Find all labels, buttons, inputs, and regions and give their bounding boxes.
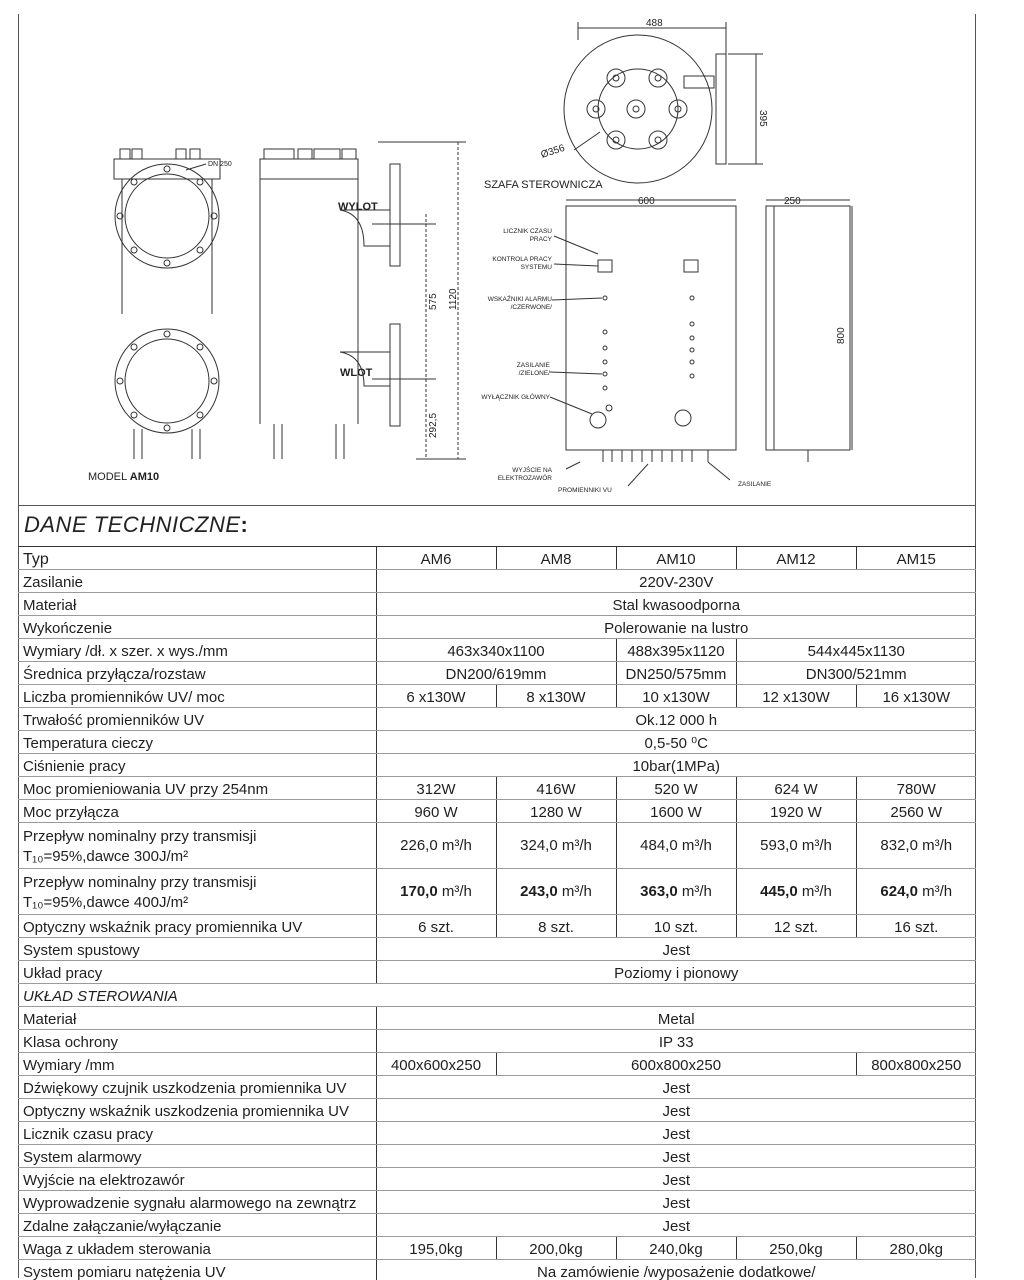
outlet-label: WYLOT <box>338 201 378 213</box>
callout-zasilanie: ZASILANIE <box>738 481 772 488</box>
row-value: IP 33 <box>376 1030 976 1053</box>
flow-value: 832,0 <box>880 837 918 854</box>
row-value: Jest <box>376 1145 976 1168</box>
row-wyjscie <box>18 1168 976 1191</box>
header-am15: AM15 <box>856 547 976 570</box>
dim-800: 800 <box>836 327 847 344</box>
row-value: Polerowanie na lustro <box>376 616 976 639</box>
flow-value: 484,0 <box>640 837 678 854</box>
row-value: Poziomy i pionowy <box>376 961 976 984</box>
row-value: 12 szt. <box>736 915 856 938</box>
front-flange-bolts <box>117 166 217 431</box>
cabinet-cable-glands <box>603 450 708 462</box>
row-value: 12 x130W <box>736 685 856 708</box>
row-value: 0,5-50 ⁰C <box>376 731 976 754</box>
row-label: Waga z układem sterowania <box>18 1237 376 1260</box>
row-trwalosc <box>18 708 976 731</box>
top-flange-plate <box>716 54 726 164</box>
row-klasa-ochrony <box>18 1030 976 1053</box>
row-moc-promieniowania <box>18 777 976 800</box>
row-uklad-pracy <box>18 961 976 984</box>
top-lamp-holes <box>587 69 687 149</box>
row-liczba <box>18 685 976 708</box>
front-outlet-flange <box>115 164 219 268</box>
header-am6: AM6 <box>376 547 496 570</box>
model-label <box>88 471 159 483</box>
flow-unit: m³/h <box>681 837 712 854</box>
row-wyprowadzenie <box>18 1191 976 1214</box>
row-wymiary-sterowania <box>18 1053 976 1076</box>
row-temperatura <box>18 731 976 754</box>
row-value: Jest <box>376 1122 976 1145</box>
row-value: 2560 W <box>856 800 976 823</box>
row-value: 240,0kg <box>616 1237 736 1260</box>
row-licznik <box>18 1122 976 1145</box>
row-value: 1280 W <box>496 800 616 823</box>
cabinet-counter <box>598 260 612 272</box>
row-value: 200,0kg <box>496 1237 616 1260</box>
row-cisnienie <box>18 754 976 777</box>
row-label: System alarmowy <box>18 1145 376 1168</box>
row-optyczny-uszkodzenia <box>18 1099 976 1122</box>
top-flange-outline <box>564 35 712 183</box>
row-value: 250,0kg <box>736 1237 856 1260</box>
row-value <box>496 869 616 915</box>
section-title <box>24 512 248 538</box>
callout-promienniki: PROMIENNIKI VU <box>558 487 612 494</box>
row-label: Wymiary /dł. x szer. x wys./mm <box>18 639 376 662</box>
cabinet-indicators <box>603 296 694 390</box>
callout-wylacznik: WYŁĄCZNIK GŁÓWNY <box>481 394 550 401</box>
row-value: Metal <box>376 1007 976 1030</box>
row-value-empty <box>376 984 976 1007</box>
label-line1: Przepływ nominalny przy transmisji <box>23 874 257 891</box>
row-value: 624 W <box>736 777 856 800</box>
row-label: Zasilanie <box>18 570 376 593</box>
row-value <box>616 869 736 915</box>
row-value: 1600 W <box>616 800 736 823</box>
header-am8: AM8 <box>496 547 616 570</box>
callout-alarm-2: /CZERWONE/ <box>510 304 552 311</box>
row-value: 312W <box>376 777 496 800</box>
row-value: DN250/575mm <box>616 662 736 685</box>
row-value: Jest <box>376 1214 976 1237</box>
dim-292: 292,5 <box>428 412 439 438</box>
row-srednica <box>18 662 976 685</box>
row-value: 488x395x1120 <box>616 639 736 662</box>
row-value: Na zamówienie /wyposażenie dodatkowe/ <box>376 1260 976 1280</box>
callout-wyjscie-1: WYJŚCIE NA <box>512 467 552 474</box>
row-value: Stal kwasoodporna <box>376 593 976 616</box>
row-value: DN200/619mm <box>376 662 616 685</box>
row-wykonczenie <box>18 616 976 639</box>
row-uklad-sterowania <box>18 984 976 1007</box>
inlet-label: WLOT <box>340 367 373 379</box>
dim-395: 395 <box>757 110 768 127</box>
flow-unit: m³/h <box>801 837 832 854</box>
flow-value: 226,0 <box>400 837 438 854</box>
flow-unit: m³/h <box>922 883 953 900</box>
callout-kontrola-1: KONTROLA PRACY <box>492 256 552 263</box>
side-top-lamps <box>264 149 356 159</box>
row-value: Ok.12 000 h <box>376 708 976 731</box>
front-top-lamps <box>120 149 200 159</box>
flow-value: 593,0 <box>760 837 798 854</box>
row-value <box>376 823 496 869</box>
row-label: Trwałość promienników UV <box>18 708 376 731</box>
spec-table <box>18 546 976 1280</box>
row-value: Jest <box>376 1099 976 1122</box>
row-value <box>856 869 976 915</box>
row-value <box>376 869 496 915</box>
row-label: Licznik czasu pracy <box>18 1122 376 1145</box>
row-spustowy <box>18 938 976 961</box>
row-dzwiekowy <box>18 1076 976 1099</box>
row-value: 600x800x250 <box>496 1053 856 1076</box>
row-label: Wykończenie <box>18 616 376 639</box>
row-value: 16 szt. <box>856 915 976 938</box>
label-line1: Przepływ nominalny przy transmisji <box>23 828 257 845</box>
side-outlet-flange <box>390 164 400 266</box>
row-value: 280,0kg <box>856 1237 976 1260</box>
flow-value: 243,0 <box>520 883 558 900</box>
row-label: Optyczny wskaźnik uszkodzenia promiennika UV <box>18 1099 376 1122</box>
row-przeplyw-400 <box>18 869 976 915</box>
row-wymiary <box>18 639 976 662</box>
row-label: Zdalne załączanie/wyłączanie <box>18 1214 376 1237</box>
row-label: Typ <box>18 547 376 570</box>
row-value: 6 x130W <box>376 685 496 708</box>
label-line2: T₁₀=95%,dawce 300J/m² <box>23 848 189 865</box>
row-value: Jest <box>376 1191 976 1214</box>
row-label <box>18 823 376 869</box>
row-value: 10 x130W <box>616 685 736 708</box>
model-name: AM10 <box>129 471 160 483</box>
row-label: Moc promieniowania UV przy 254nm <box>18 777 376 800</box>
row-value: 780W <box>856 777 976 800</box>
row-label: Wyjście na elektrozawór <box>18 1168 376 1191</box>
row-value: 220V-230V <box>376 570 976 593</box>
row-label <box>18 869 376 915</box>
flow-value: 445,0 <box>760 883 798 900</box>
row-value: 16 x130W <box>856 685 976 708</box>
label-line2: T₁₀=95%,dawce 400J/m² <box>23 894 189 911</box>
technical-drawing <box>18 14 976 506</box>
callout-zasil-1: ZASILANIE <box>516 362 550 369</box>
flow-unit: m³/h <box>441 837 472 854</box>
row-label: Układ pracy <box>18 961 376 984</box>
row-label: Klasa ochrony <box>18 1030 376 1053</box>
callout-wyjscie-2: ELEKTROZAWÓR <box>497 475 552 482</box>
row-value <box>736 869 856 915</box>
row-material <box>18 593 976 616</box>
drawing-svg <box>18 14 976 506</box>
row-value: 6 szt. <box>376 915 496 938</box>
dim-1120: 1120 <box>448 288 459 310</box>
row-value: Jest <box>376 1168 976 1191</box>
flow-value: 170,0 <box>400 883 438 900</box>
row-zasilanie <box>18 570 976 593</box>
callout-zasil-2: /ZIELONE/ <box>518 370 550 377</box>
row-value: 8 szt. <box>496 915 616 938</box>
row-value: Jest <box>376 938 976 961</box>
row-value: 960 W <box>376 800 496 823</box>
row-header <box>18 547 976 570</box>
row-value <box>616 823 736 869</box>
row-label: Materiał <box>18 1007 376 1030</box>
cabinet-main-switch <box>590 412 606 428</box>
row-label: Średnica przyłącza/rozstaw <box>18 662 376 685</box>
row-value: 10 szt. <box>616 915 736 938</box>
model-prefix: MODEL <box>88 471 127 483</box>
row-value <box>856 823 976 869</box>
row-value <box>736 823 856 869</box>
callout-licznik-1: LICZNIK CZASU <box>503 228 552 235</box>
flow-value: 624,0 <box>880 883 918 900</box>
row-value: 400x600x250 <box>376 1053 496 1076</box>
row-value: 463x340x1100 <box>376 639 616 662</box>
header-am12: AM12 <box>736 547 856 570</box>
row-label: System spustowy <box>18 938 376 961</box>
row-value: DN300/521mm <box>736 662 976 685</box>
row-label: Wymiary /mm <box>18 1053 376 1076</box>
dim-356: Ø356 <box>539 142 567 161</box>
row-label: Optyczny wskaźnik pracy promiennika UV <box>18 915 376 938</box>
callout-alarm-1: WSKAŹNIKI ALARMU <box>487 296 552 303</box>
flow-value: 363,0 <box>640 883 678 900</box>
row-value: Jest <box>376 1076 976 1099</box>
callout-kontrola-2: SYSTEMU <box>520 264 552 271</box>
row-label: Temperatura cieczy <box>18 731 376 754</box>
row-value: 800x800x250 <box>856 1053 976 1076</box>
row-value: 1920 W <box>736 800 856 823</box>
flow-unit: m³/h <box>801 883 832 900</box>
side-inlet-flange <box>390 324 400 426</box>
header-am10: AM10 <box>616 547 736 570</box>
flow-unit: m³/h <box>561 883 592 900</box>
callout-licznik-2: PRACY <box>529 236 552 243</box>
row-label: Wyprowadzenie sygnału alarmowego na zewnątrz <box>18 1191 376 1214</box>
dim-488: 488 <box>646 18 663 29</box>
row-value: 8 x130W <box>496 685 616 708</box>
row-waga <box>18 1237 976 1260</box>
row-label: Liczba promienników UV/ moc <box>18 685 376 708</box>
row-value: 195,0kg <box>376 1237 496 1260</box>
row-value: 544x445x1130 <box>736 639 976 662</box>
dim-575: 575 <box>428 293 439 310</box>
row-przeplyw-300 <box>18 823 976 869</box>
cabinet-title: SZAFA STEROWNICZA <box>484 179 603 191</box>
row-label: UKŁAD STEROWANIA <box>18 984 376 1007</box>
row-moc-przylacza <box>18 800 976 823</box>
row-value: 416W <box>496 777 616 800</box>
row-pomiar <box>18 1260 976 1280</box>
dim-600: 600 <box>638 196 655 207</box>
row-label: Dźwiękowy czujnik uszkodzenia promiennika UV <box>18 1076 376 1099</box>
top-outlet-stub <box>684 76 714 88</box>
section-title-colon: : <box>240 512 249 537</box>
cabinet-control <box>684 260 698 272</box>
flow-value: 324,0 <box>520 837 558 854</box>
row-alarmowy <box>18 1145 976 1168</box>
row-label: Moc przyłącza <box>18 800 376 823</box>
row-optyczny <box>18 915 976 938</box>
section-title-text: DANE TECHNICZNE <box>24 512 241 537</box>
row-value <box>496 823 616 869</box>
row-label: Ciśnienie pracy <box>18 754 376 777</box>
front-inlet-flange <box>115 329 219 433</box>
row-material-sterowania <box>18 1007 976 1030</box>
side-outlet-nozzle <box>340 210 390 246</box>
row-label: Materiał <box>18 593 376 616</box>
row-value: 10bar(1MPa) <box>376 754 976 777</box>
dim-250: 250 <box>784 196 801 207</box>
row-zdalne <box>18 1214 976 1237</box>
dn-label: DN 250 <box>208 161 232 168</box>
flow-unit: m³/h <box>561 837 592 854</box>
row-label: System pomiaru natężenia UV <box>18 1260 376 1280</box>
flow-unit: m³/h <box>441 883 472 900</box>
flow-unit: m³/h <box>922 837 953 854</box>
row-value: 520 W <box>616 777 736 800</box>
flow-unit: m³/h <box>681 883 712 900</box>
